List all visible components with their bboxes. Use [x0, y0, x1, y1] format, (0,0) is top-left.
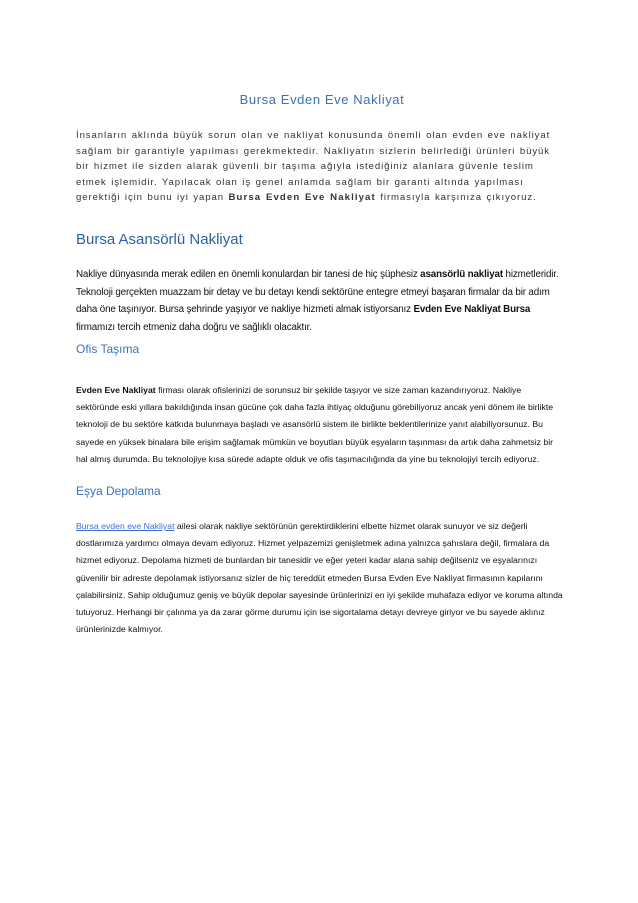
asansorlu-bold-2: Evden Eve Nakliyat Bursa [413, 304, 531, 315]
intro-paragraph [76, 128, 560, 206]
asansorlu-text-1: Nakliye dünyasında merak edilen en önemli konulardan bir tanesi de hiç şüphesiz [76, 269, 421, 280]
esya-link[interactable]: Bursa evden eve Nakliyat [76, 521, 175, 531]
ofis-text: firması olarak ofislerinizi de sorunsuz bir şekilde taşıyor ve size zaman kazandırıyoruz. Nakliye sektöründe eski yıllara bakıldığında insan gücüne çok daha fazla ihtiyaç olduğunu görebiliyoruz ancak yeni dönem ile birlikte teknoloji de bu sektöre katkıda bulunmaya başladı ve asansörlü sistem ile birlikte beklentilerinize yanıt alabiliyorsunuz. Bu sayede en yüksek binalara bile erişim sağlamak mümkün ve boyutları büyük eşyaların taşınması da artık daha zahmetsiz bir hal almış durumda. Bu teknolojiye kısa sürede adapte olduk ve ofis taşımacılığında da yine bu teknolojiyi tercih ediyoruz. [76, 385, 554, 464]
intro-text-after: firmasıyla karşınıza çıkıyoruz. [375, 192, 537, 204]
asansorlu-text-2: hizmetleridir. Teknoloji gerçekten muazzam bir detay ve bu detayı kendi sektörüne entegre etmeyi başaran firmalar da bir adım daha öne taşınıyor. Bursa şehrinde yaşıyor ve nakliye hizmeti almak istiyorsanız [76, 269, 559, 315]
intro-bold-brand: Bursa Evden Eve Nakliyat [228, 192, 376, 204]
section-heading-asansorlu: Bursa Asansörlü Nakliyat [76, 231, 243, 248]
esya-text: ailesi olarak nakliye sektörünün gerektirdiklerini elbette hizmet olarak sunuyor ve siz değerli dostlarımıza yardımcı olmaya devam ediyoruz. Hizmet yelpazemizi genişletmek adına yalnızca şahıslara değil, firmalara da hizmet ediyoruz. Depolama hizmeti de bunlardan bir tanesidir ve eğer yeteri kadar alana sahip değilseniz ve eşyalarınızı güvenilir bir adreste depolamak istiyorsanız sizler de hiç tereddüt etmeden Bursa Evden Eve Nakliyat firmasının kapılarını çalabilirsiniz. Sahip olduğumuz geniş ve büyük depolar sayesinde ürünlerinizi en iyi şekilde muhafaza ediyor ve koruma altında tutuyoruz. Herhangi bir çalınma ya da zarar görme durumu için ise sigortalama detayı devreye giriyor ve bu sayede aklınız ürünlerinizde kalmıyor. [76, 521, 563, 635]
asansorlu-text-3: firmamızı tercih etmeniz daha doğru ve sağlıklı olacaktır. [76, 321, 312, 333]
section-paragraph-esya [76, 518, 566, 638]
ofis-bold-brand: Evden Eve Nakliyat [76, 385, 156, 395]
asansorlu-bold-1: asansörlü nakliyat [420, 269, 503, 280]
section-paragraph-asansorlu [76, 266, 566, 336]
section-heading-ofis: Ofis Taşıma [76, 342, 140, 356]
intro-text-before: İnsanların aklında büyük sorun olan ve nakliyat konusunda önemli olan evden eve nakliyat sağlam bir garantiyle yapılması gerekmektedir. Nakliyatın sizlerin belirlediği ürünleri büyük bir hizmet ile sizden alarak güvenli bir taşıma ağıyla istediğiniz alanlara güvenle teslim etmek işlemidir. Yapılacak olan iş genel anlamda sağlam bir garanti altında yapılması gerektiği için bunu iyi yapan [76, 130, 551, 204]
section-heading-esya: Eşya Depolama [76, 484, 161, 498]
section-paragraph-ofis [76, 382, 566, 468]
document-title: Bursa Evden Eve Nakliyat [239, 92, 405, 107]
